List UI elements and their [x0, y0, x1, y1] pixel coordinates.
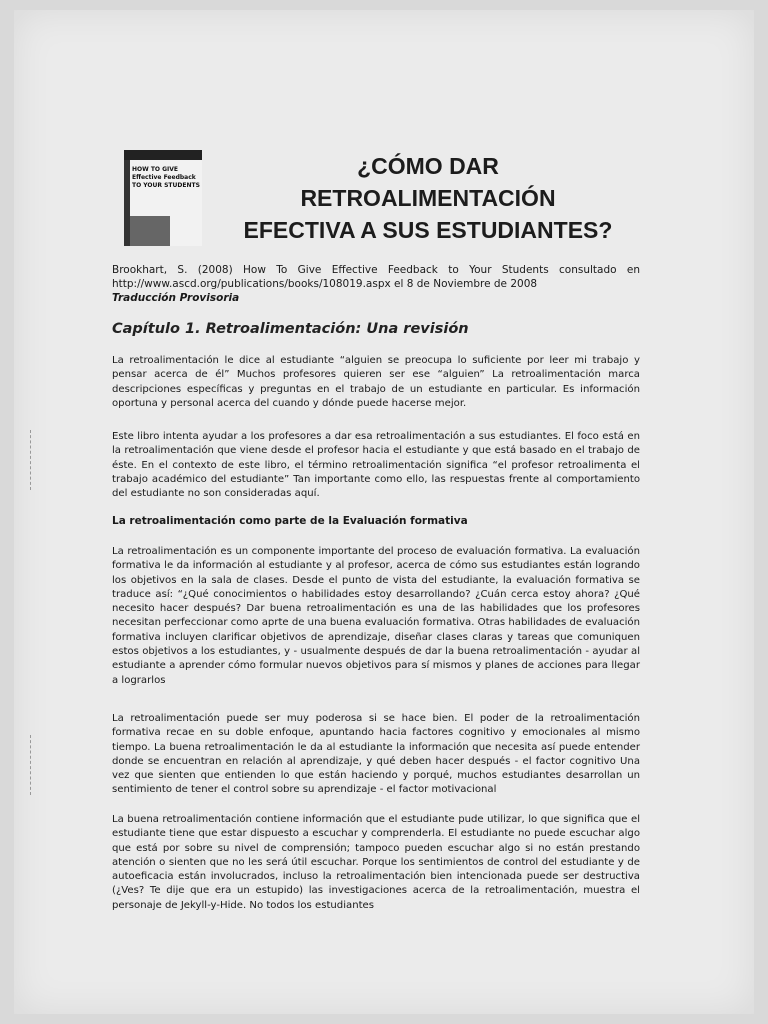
- paragraph-1: La retroalimentación le dice al estudiante “alguien se preocupa lo suficiente por leer mi trabajo y pensar acerca de él” Muchos profesores quieren ser ese “alguien” La retroalimentación marca descripciones específicas y preguntas en el trabajo de un estudiante en particular. Es información oportuna y personal acerca del cuando y dónde puede hacerse mejor.: [112, 355, 640, 409]
- paragraph-3: La retroalimentación es un componente importante del proceso de evaluación formativa. La evaluación formativa le da información al estudiante y al profesor, acerca de cómo sus estudiantes están logrando los objetivos en la sala de clases. Desde el punto de vista del estudiante, la evaluación formativa se traduce así: “¿Qué conocimientos o habilidades estoy desarrollando? ¿Cuán cerca estoy ahora? ¿Qué necesito hacer después? Dar buena retroalimentación es una de las habilidades que los profesores necesitan perfeccionar como aprte de una buena evaluación formativa. Otras habilidades de evaluación formativa incluyen clarificar objetivos de aprendizaje, diseñar clases claras y tareas que comuniquen estos objetivos a los estudiantes, y - usualmente después de dar la buena retroalimentación - ayudar al estudiante a aprender cómo formular nuevos objetivos para sí mismos y planes de acciones para llegar a lograrlos: [112, 546, 640, 686]
- document-title: [212, 150, 644, 246]
- cover-title-line: TO YOUR STUDENTS: [132, 182, 200, 189]
- translation-note: Traducción Provisoria: [112, 292, 240, 304]
- document-header: [124, 150, 644, 250]
- cover-title-line: Effective Feedback: [132, 174, 196, 181]
- title-line-2: RETROALIMENTACIÓN: [300, 185, 556, 211]
- section-subheading: La retroalimentación como parte de la Evaluación formativa: [112, 515, 468, 527]
- citation: [112, 263, 640, 305]
- cover-top-bar: [124, 150, 202, 160]
- margin-mark: [30, 735, 41, 795]
- title-line-1: ¿CÓMO DAR: [357, 153, 499, 179]
- cover-graphic: [130, 216, 170, 246]
- book-cover-image: [124, 150, 202, 246]
- paragraph-4: La retroalimentación puede ser muy poderosa si se hace bien. El poder de la retroalimentación formativa recae en su doble enfoque, apuntando hacia factores cognitivo y emocionales al mismo tiempo. La buena retroalimentación le da al estudiante la información que necesita así puede entender donde se encuentran en relación al aprendizaje, y qué deben hacer después - el factor cognitivo Una vez que sienten que entienden lo que están haciendo y porqué, muchos estudiantes desarrollan un sentimiento de tener el control sobre su aprendizaje - el factor motivacional: [112, 713, 640, 796]
- citation-text: Brookhart, S. (2008) How To Give Effective Feedback to Your Students consultado en http://www.ascd.org/publications/books/108019.aspx el 8 de Noviembre de 2008: [112, 264, 640, 290]
- cover-title: [132, 166, 198, 190]
- margin-mark: [30, 430, 41, 490]
- title-line-3: EFECTIVA A SUS ESTUDIANTES?: [243, 217, 613, 243]
- cover-title-line: HOW TO GIVE: [132, 166, 179, 173]
- paragraph-2: Este libro intenta ayudar a los profesores a dar esa retroalimentación a sus estudiantes. El foco está en la retroalimentación que viene desde el profesor hacia el estudiante y que está basado en el trabajo de éste. En el contexto de este libro, el término retroalimentación significa “el profesor retroalimenta el trabajo académico del estudiante” Tan importante como ello, las respuestas frente al comportamiento del estudiante no son consideradas aquí.: [112, 431, 640, 500]
- paragraph-5: La buena retroalimentación contiene información que el estudiante pude utilizar, lo que significa que el estudiante tiene que estar dispuesto a escuchar y comprenderla. El estudiante no puede escuchar algo que está por sobre su nivel de comprensión; tampoco pueden escuchar algo si no están prestando atención o sienten que no les será útil escuchar. Porque los sentimientos de control del estudiante y de autoeficacia están involucrados, incluso la retroalimentación bien intencionada puede ser destructiva (¿Ves? Te dije que era un estupido) las investigaciones acerca de la retroalimentación, muestra el personaje de Jekyll-y-Hide. No todos los estudiantes: [112, 814, 640, 911]
- chapter-title: Capítulo 1. Retroalimentación: Una revisión: [112, 321, 469, 337]
